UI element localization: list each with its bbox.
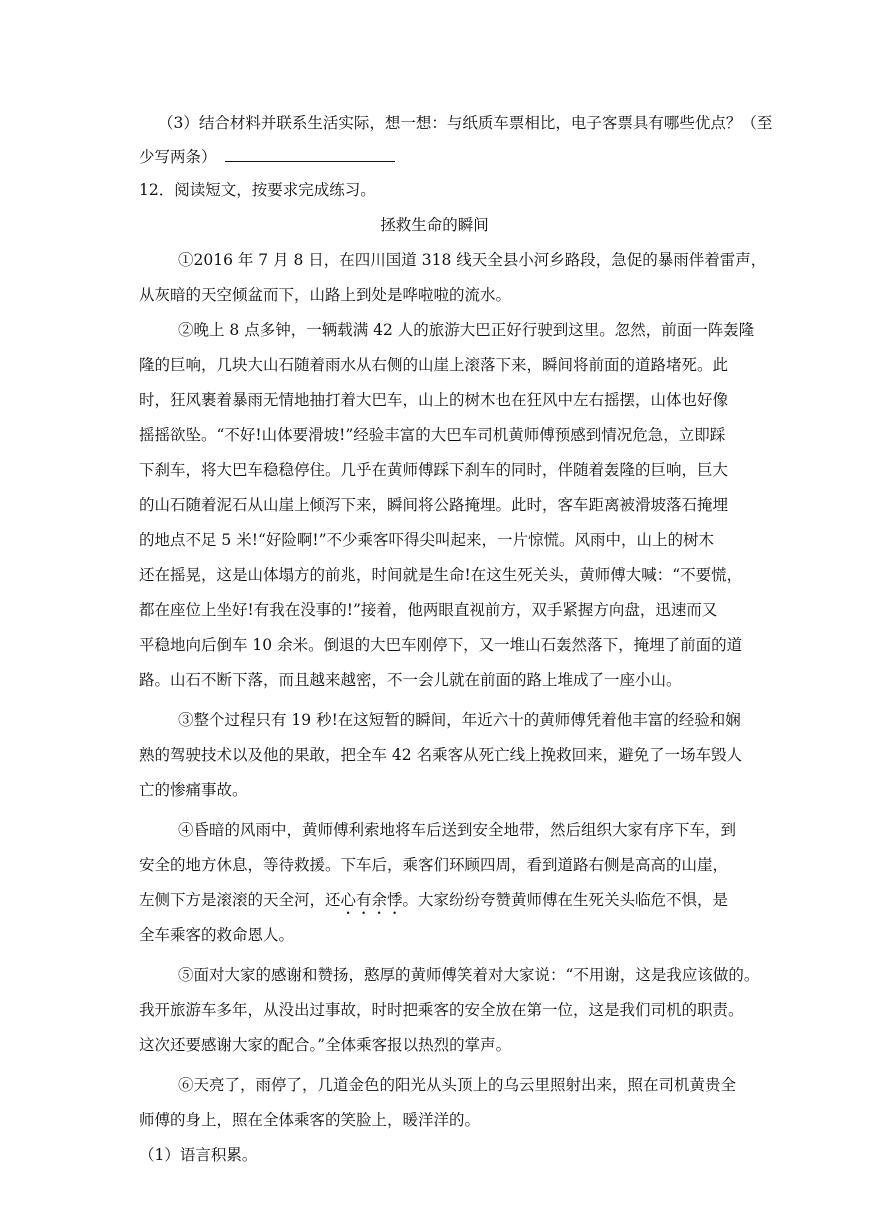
paragraph-2-line-11: 路。山石不断下落，而且越来越密，不一会儿就在前面的路上堆成了一座小山。 bbox=[139, 671, 682, 689]
paragraph-4-line-3-after: 。大家纷纷夸赞黄师傅在生死关头临危不惧，是 bbox=[402, 891, 729, 909]
paragraph-2-line-7: 的地点不足 5 米!“好险啊!”不少乘客吓得尖叫起来，一片惊慌。风雨中，山上的树木 bbox=[139, 531, 715, 549]
paragraph-1-line-2: 从灰暗的天空倾盆而下，山路上到处是哗啦啦的流水。 bbox=[139, 286, 512, 304]
question-12-intro: 12．阅读短文，按要求完成练习。 bbox=[139, 181, 376, 199]
paragraph-2-line-9: 都在座位上坐好!有我在没事的!”接着，他两眼直视前方，双手紧握方向盘，迅速而又 bbox=[139, 601, 718, 619]
paragraph-2-line-3: 时，狂风裹着暴雨无情地抽打着大巴车，山上的树木也在狂风中左右摇摆，山体也好像 bbox=[139, 391, 729, 409]
paragraph-1-line-1: ①2016 年 7 月 8 日，在四川国道 318 线天全县小河乡路段，急促的暴雨伴着雷声， bbox=[178, 251, 767, 269]
paragraph-3-line-1: ③整个过程只有 19 秒!在这短暂的瞬间，年近六十的黄师傅凭着他丰富的经验和娴 bbox=[178, 711, 741, 729]
paragraph-2-line-1: ②晚上 8 点多钟，一辆载满 42 人的旅游大巴正好行驶到这里。忽然，前面一阵轰隆 bbox=[178, 321, 755, 339]
paragraph-6-line-2: 师傅的身上，照在全体乘客的笑脸上，暖洋洋的。 bbox=[139, 1111, 481, 1129]
question-3-line-2-text: 少写两条） bbox=[139, 148, 217, 166]
paragraph-2-line-6: 的山石随着泥石从山崖上倾泻下来，瞬间将公路掩埋。此时，客车距离被滑坡落石掩埋 bbox=[139, 496, 729, 514]
paragraph-2-line-5: 下刹车，将大巴车稳稳停住。几乎在黄师傅踩下刹车的同时，伴随着轰隆的巨响，巨大 bbox=[139, 461, 729, 479]
paragraph-4-line-4: 全车乘客的救命恩人。 bbox=[139, 926, 295, 944]
passage-title: 拯救生命的瞬间 bbox=[380, 216, 489, 234]
question-3-line-2 bbox=[139, 147, 395, 167]
emphasized-idiom: 心有余悸 bbox=[340, 891, 403, 909]
paragraph-6-line-1: ⑥天亮了，雨停了，几道金色的阳光从头顶上的乌云里照射出来，照在司机黄贵全 bbox=[178, 1076, 737, 1094]
paragraph-5-line-3: 这次还要感谢大家的配合。”全体乘客报以热烈的掌声。 bbox=[139, 1036, 512, 1054]
paragraph-2-line-8: 还在摇晃，这是山体塌方的前兆，时间就是生命!在这生死关头，黄师傅大喊：“不要慌， bbox=[139, 566, 743, 584]
paragraph-2-line-10: 平稳地向后倒车 10 余米。倒退的大巴车刚停下，又一堆山石轰然落下，掩埋了前面的道 bbox=[139, 636, 743, 654]
paragraph-5-line-2: 我开旅游车多年，从没出过事故，时时把乘客的安全放在第一位，这是我们司机的职责。 bbox=[139, 1001, 744, 1019]
paragraph-4-line-3 bbox=[139, 890, 728, 918]
paragraph-4-line-1: ④昏暗的风雨中，黄师傅利索地将车后送到安全地带，然后组织大家有序下车，到 bbox=[178, 821, 737, 839]
paragraph-3-line-3: 亡的惨痛事故。 bbox=[139, 781, 248, 799]
paragraph-2-line-2: 隆的巨响，几块大山石随着雨水从右侧的山崖上滚落下来，瞬间将前面的道路堵死。此 bbox=[139, 356, 729, 374]
paragraph-4-line-2: 安全的地方休息，等待救援。下车后，乘客们环顾四周，看到道路右侧是高高的山崖， bbox=[139, 856, 729, 874]
paragraph-4-line-3-before: 左侧下方是滚滚的天全河，还 bbox=[139, 891, 341, 909]
paragraph-3-line-2: 熟的驾驶技术以及他的果敢，把全车 42 名乘客从死亡线上挽救回来，避免了一场车毁人 bbox=[139, 746, 743, 764]
sub-question-1: （1）语言积累。 bbox=[139, 1146, 258, 1164]
question-3-line-1: （3）结合材料并联系生活实际，想一想：与纸质车票相比，电子客票具有哪些优点？（至 bbox=[158, 114, 773, 132]
paragraph-5-line-1: ⑤面对大家的感谢和赞扬，憨厚的黄师傅笑着对大家说：“不用谢，这是我应该做的。 bbox=[178, 966, 760, 984]
answer-blank-line[interactable] bbox=[225, 147, 395, 162]
paragraph-2-line-4: 摇摇欲坠。“不好!山体要滑坡!”经验丰富的大巴车司机黄师傅预感到情况危急，立即踩 bbox=[139, 426, 726, 444]
